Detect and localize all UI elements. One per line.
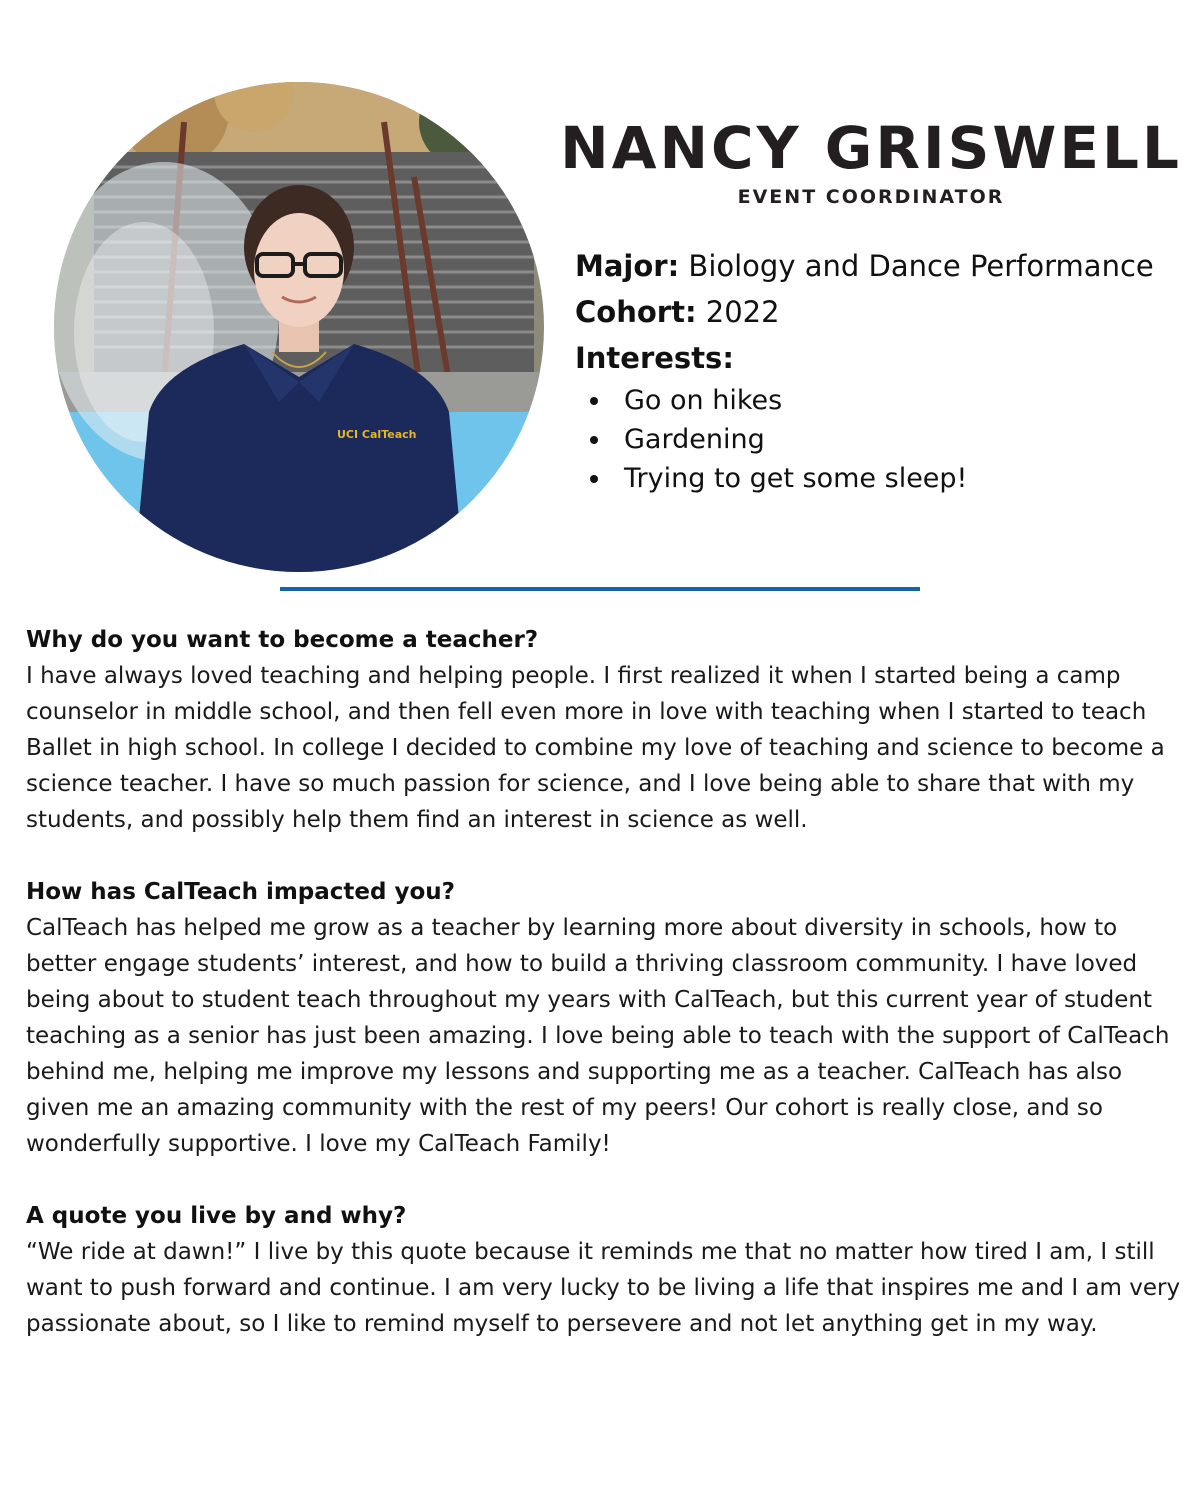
question-heading: How has CalTeach impacted you? — [26, 879, 455, 905]
interests-label: Interests: — [575, 341, 734, 375]
answer-text: I have always loved teaching and helping people. I first realized it when I started being a camp counselor in middle school, and then fell even more in love with teaching when I started to teach Ballet in high school. In college I decided to combine my love of teaching and science to become a science teacher. I have so much passion for science, and I love being able to share that with my students, and possibly help them find an interest in science as well. — [26, 663, 1165, 833]
interest-item — [575, 420, 1195, 459]
qa-section — [26, 622, 1186, 1378]
profile-photo-illustration — [54, 82, 544, 572]
major-row — [575, 243, 1195, 289]
shirt-logo-text: UCI CalTeach — [337, 428, 417, 441]
interests-row — [575, 335, 1195, 381]
cohort-row — [575, 289, 1195, 335]
profile-photo — [54, 82, 544, 572]
qa-block — [26, 1198, 1186, 1342]
answer-text: “We ride at dawn!” I live by this quote because it reminds me that no matter how tired I am, I still want to push forward and continue. I am very lucky to be living a life that inspires me and I am very passionate about, so I like to remind myself to persevere and not let anything get in my way. — [26, 1239, 1181, 1337]
interest-text: Trying to get some sleep! — [624, 463, 968, 494]
question-heading: A quote you live by and why? — [26, 1203, 407, 1229]
profile-name: NANCY GRISWELL — [560, 114, 1182, 182]
profile-role: EVENT COORDINATOR — [737, 186, 1005, 208]
qa-block — [26, 622, 1186, 838]
interest-item — [575, 381, 1195, 420]
qa-block — [26, 874, 1186, 1162]
profile-facts — [575, 243, 1195, 498]
bullet-icon — [590, 475, 598, 483]
interest-text: Go on hikes — [624, 385, 783, 416]
bullet-icon — [590, 436, 598, 444]
cohort-label: Cohort: — [575, 295, 697, 329]
bullet-icon — [590, 397, 598, 405]
answer-text: CalTeach has helped me grow as a teacher by learning more about diversity in schools, how to better engage students’ interest, and how to build a thriving classroom community. I have loved being about to student teach throughout my years with CalTeach, but this current year of student teaching as a senior has just been amazing. I love being able to teach with the support of CalTeach behind me, helping me improve my lessons and supporting me as a teacher. CalTeach has also given me an amazing community with the rest of my peers! Our cohort is really close, and so wonderfully supportive. I love my CalTeach Family! — [26, 915, 1170, 1157]
question-heading: Why do you want to become a teacher? — [26, 627, 539, 653]
interests-list — [575, 381, 1195, 498]
interest-item — [575, 459, 1195, 498]
major-value: Biology and Dance Performance — [688, 249, 1154, 283]
cohort-value: 2022 — [705, 295, 780, 329]
section-divider — [280, 587, 920, 591]
interest-text: Gardening — [624, 424, 765, 455]
major-label: Major: — [575, 249, 680, 283]
